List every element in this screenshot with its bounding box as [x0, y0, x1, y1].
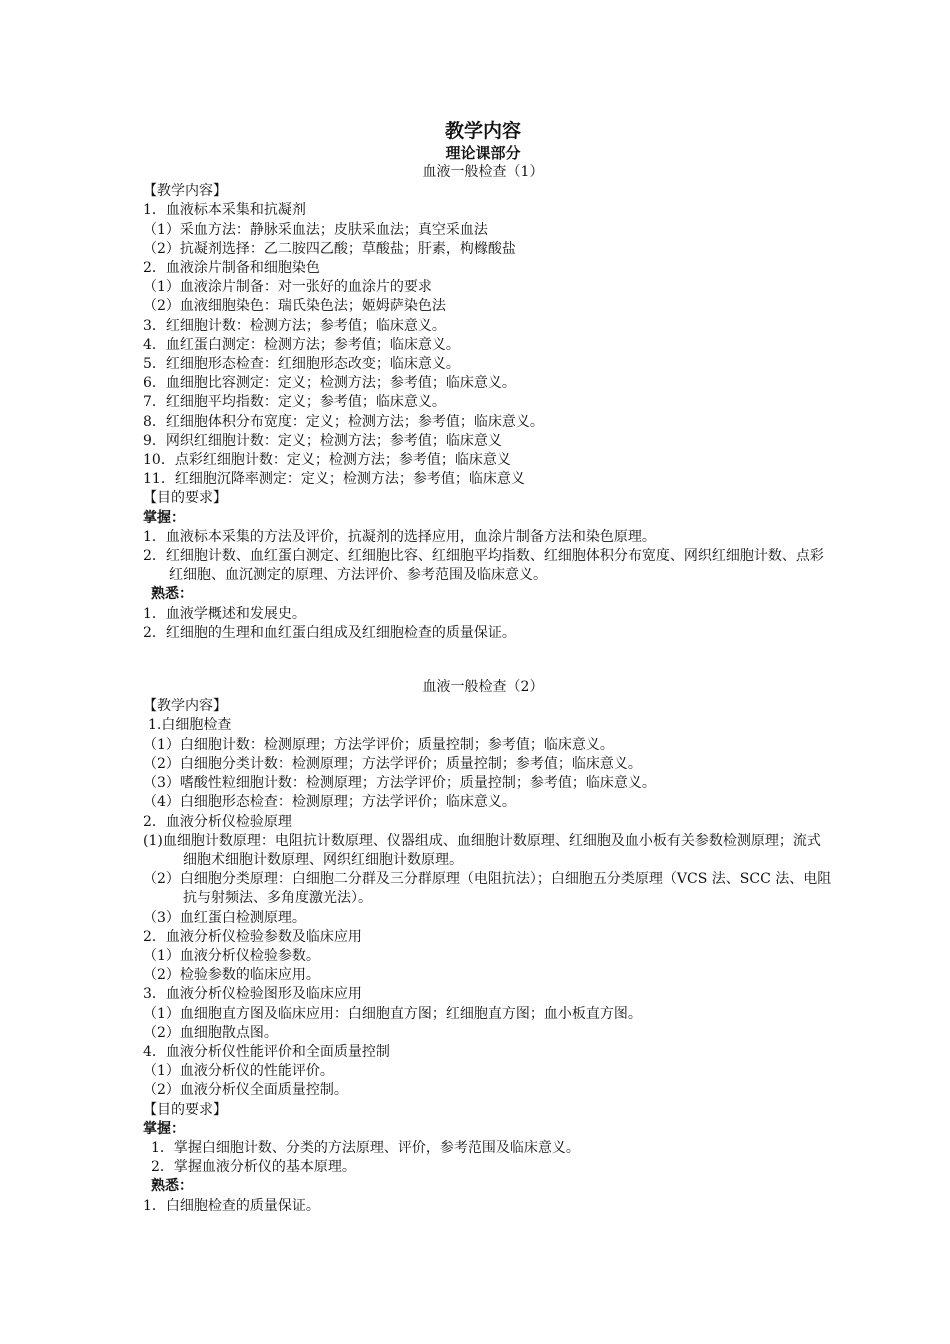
list-item: 1．血液标本采集的方法及评价，抗凝剂的选择应用，血涂片制备方法和染色原理。 [143, 528, 656, 545]
list-item: 2．红细胞计数、血红蛋白测定、红细胞比容、红细胞平均指数、红细胞体积分布宽度、网织红细胞计数、点彩红细胞、血沉测定的原理、方法评价、参考范围及临床意义。 [143, 548, 824, 584]
list-item: 9．网织红细胞计数：定义；检测方法；参考值；临床意义 [143, 432, 502, 449]
list-item: 1．血液学概述和发展史。 [143, 605, 306, 622]
list-item: （2）白细胞分类原理：白细胞二分群及三分群原理（电阻抗法）；白细胞五分类原理（VCS 法、SCC 法、电阻抗与射频法、多角度激光法）。 [143, 871, 832, 907]
list-item: 2．血液分析仪检验参数及临床应用 [143, 928, 362, 945]
list-item: （3）嗜酸性粒细胞计数：检测原理；方法学评价；质量控制；参考值；临床意义。 [143, 775, 656, 792]
familiar-label: 熟悉： [151, 586, 193, 603]
page-title: 教学内容 [444, 120, 521, 142]
list-item: （2）血液分析仪全面质量控制。 [143, 1082, 348, 1099]
page-subtitle: 理论课部分 [445, 144, 521, 162]
list-item: （2）检验参数的临床应用。 [143, 967, 320, 984]
section-gap [143, 662, 833, 678]
list-item: 3．血液分析仪检验图形及临床应用 [143, 986, 362, 1003]
list-item: (1)血细胞计数原理：电阻抗计数原理、仪器组成、血细胞计数原理、红细胞及血小板有关参数检测原理；流式细胞术细胞计数原理、网织红细胞计数原理。 [143, 832, 821, 868]
list-item: 11．红细胞沉降率测定：定义；检测方法；参考值；临床意义 [143, 471, 525, 488]
list-item: 1．血液标本采集和抗凝剂 [143, 202, 306, 219]
document-page [143, 118, 833, 1216]
list-item: （1）血液分析仪检验参数。 [143, 947, 320, 964]
list-item: （2）血细胞散点图。 [143, 1024, 278, 1041]
list-item: 8．红细胞体积分布宽度：定义；检测方法；参考值；临床意义。 [143, 413, 544, 430]
list-item: （4）白细胞形态检查：检测原理；方法学评价；临床意义。 [143, 794, 516, 811]
list-item: 2．血液分析仪检验原理 [143, 813, 292, 830]
content-label: 【教学内容】 [143, 183, 227, 200]
list-item: （2）白细胞分类计数：检测原理；方法学评价；质量控制；参考值；临床意义。 [143, 755, 642, 772]
list-item: 3．红细胞计数：检测方法；参考值；临床意义。 [143, 317, 446, 334]
list-item: 4．血红蛋白测定：检测方法；参考值；临床意义。 [143, 336, 460, 353]
section-heading: 血液一般检查（1） [422, 164, 544, 180]
familiar-label: 熟悉： [151, 1178, 193, 1195]
section-1 [143, 163, 833, 643]
list-item: （1）白细胞计数：检测原理；方法学评价；质量控制；参考值；临床意义。 [143, 736, 614, 753]
list-item: 1.白细胞检查 [148, 717, 232, 734]
section-gap [143, 643, 833, 662]
list-item: 2．红细胞的生理和血红蛋白组成及红细胞检查的质量保证。 [143, 624, 516, 641]
content-label: 【教学内容】 [143, 698, 227, 715]
list-item: （1）采血方法：静脉采血法；皮肤采血法；真空采血法 [143, 221, 488, 238]
list-item: 2．血液涂片制备和细胞染色 [143, 260, 320, 277]
list-item: 1．掌握白细胞计数、分类的方法原理、评价，参考范围及临床意义。 [151, 1139, 580, 1156]
list-item: （2）抗凝剂选择：乙二胺四乙酸；草酸盐；肝素，枸橼酸盐 [143, 240, 516, 257]
master-label: 掌握： [143, 1120, 185, 1137]
requirements-label: 【目的要求】 [143, 490, 227, 507]
section-heading: 血液一般检查（2） [422, 679, 544, 696]
list-item: 1．白细胞检查的质量保证。 [143, 1197, 320, 1214]
list-item: 6．血细胞比容测定：定义；检测方法；参考值；临床意义。 [143, 375, 516, 392]
list-item: 2．掌握血液分析仪的基本原理。 [151, 1159, 356, 1176]
section-2 [143, 678, 833, 1216]
list-item: 5．红细胞形态检查：红细胞形态改变；临床意义。 [143, 356, 460, 373]
list-item: 7．红细胞平均指数：定义；参考值；临床意义。 [143, 394, 446, 411]
list-item: （3）血红蛋白检测原理。 [143, 909, 306, 926]
list-item: 4．血液分析仪性能评价和全面质量控制 [143, 1043, 390, 1060]
list-item: （2）血液细胞染色：瑞氏染色法；姬姆萨染色法 [143, 298, 446, 315]
list-item: 10．点彩红细胞计数：定义；检测方法；参考值；临床意义 [143, 452, 511, 469]
list-item: （1）血液分析仪的性能评价。 [143, 1063, 334, 1080]
list-item: （1）血细胞直方图及临床应用：白细胞直方图；红细胞直方图；血小板直方图。 [143, 1005, 642, 1022]
master-label: 掌握： [143, 509, 185, 526]
list-item: （1）血液涂片制备：对一张好的血涂片的要求 [143, 279, 432, 296]
requirements-label: 【目的要求】 [143, 1101, 227, 1118]
